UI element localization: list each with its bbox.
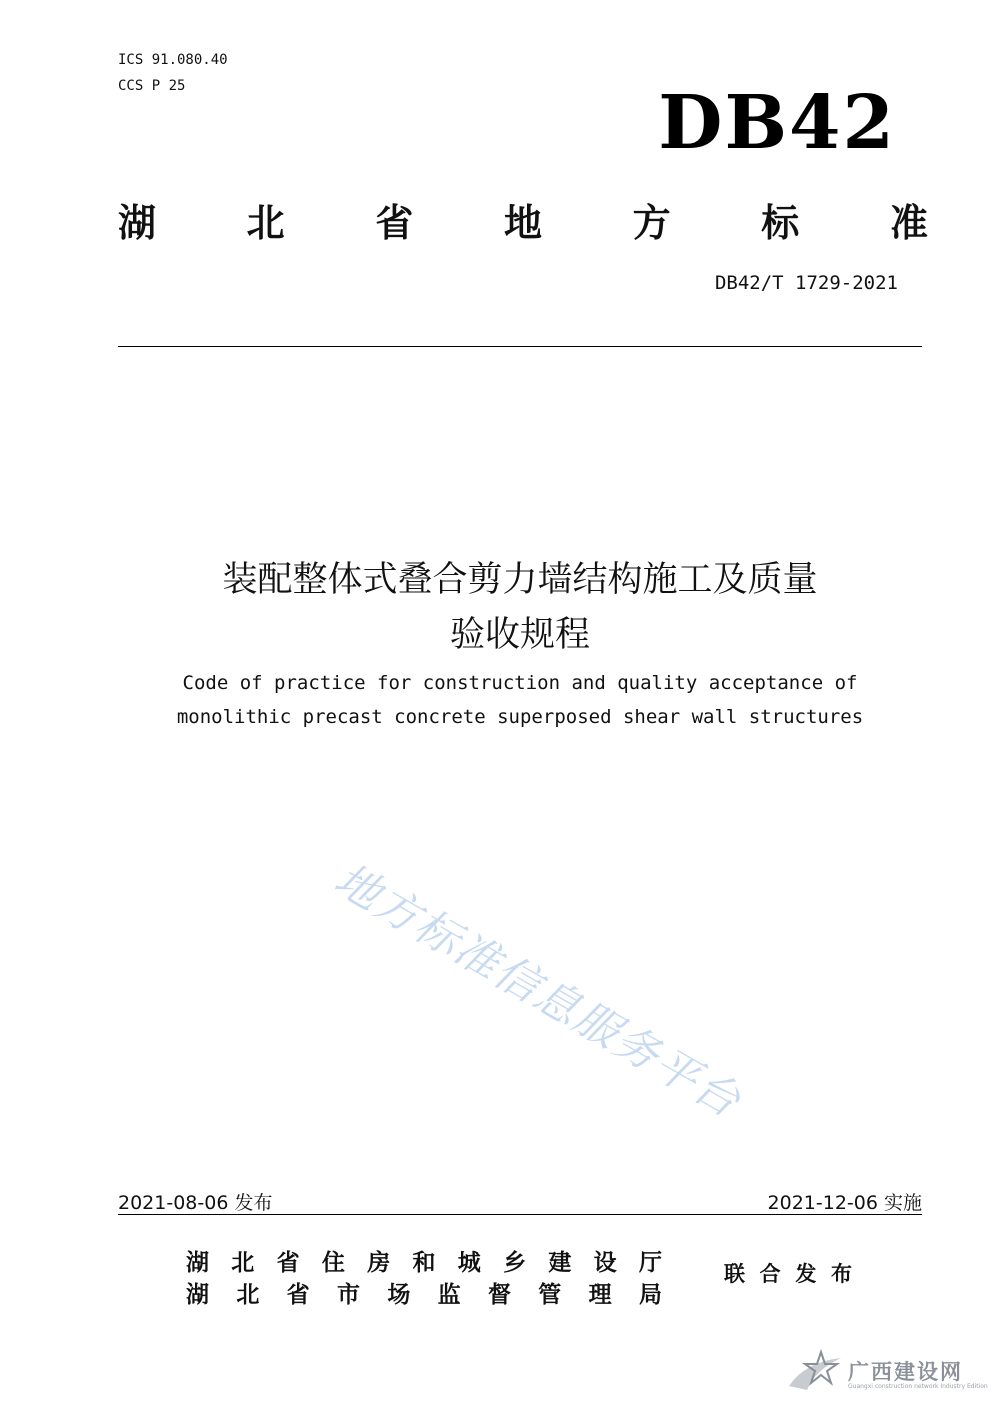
issuer-char: 局	[638, 1282, 662, 1308]
issuer-char: 北	[231, 1250, 255, 1276]
issuer-char: 管	[538, 1282, 562, 1308]
document-number: DB42/T 1729-2021	[714, 272, 898, 294]
joint-char: 发	[795, 1262, 817, 1286]
standard-type-char: 北	[246, 201, 285, 245]
issuer-line-2	[186, 1276, 662, 1309]
issuer-char: 场	[387, 1282, 411, 1308]
footer-divider	[118, 1214, 922, 1215]
issuer-line-1	[186, 1244, 662, 1277]
header-divider	[118, 346, 922, 347]
ics-code: ICS 91.080.40	[118, 52, 228, 68]
standard-type-char: 标	[761, 201, 800, 245]
issuer-char: 和	[412, 1250, 436, 1276]
watermark: 地方标准信息服务平台	[325, 853, 750, 1128]
standard-code: DB42	[658, 80, 896, 166]
title-chinese-line-2: 验收规程	[449, 615, 590, 655]
issuer-char: 住	[321, 1250, 345, 1276]
title-english-line-2: monolithic precast concrete superposed shear wall structures	[176, 706, 864, 728]
standard-type	[118, 192, 928, 247]
issuer-char: 湖	[186, 1282, 209, 1308]
standard-type-char: 方	[632, 201, 671, 245]
ccs-code: CCS P 25	[118, 78, 186, 94]
issuer-char: 建	[548, 1250, 572, 1276]
issuer-char: 监	[437, 1282, 461, 1308]
issuer-char: 房	[367, 1250, 391, 1276]
joint-char: 布	[830, 1262, 852, 1286]
title-english-line-1: Code of practice for construction and quality acceptance of	[182, 672, 858, 694]
issue-date: 2021-08-06 发布	[118, 1192, 273, 1214]
implementation-date: 2021-12-06 实施	[767, 1192, 922, 1214]
standard-type-char: 省	[375, 201, 414, 245]
issuer-char: 北	[236, 1282, 260, 1308]
site-logo-subtitle: Guangxi construction network Industry Edition	[848, 1383, 988, 1390]
issuer-char: 乡	[503, 1250, 527, 1276]
joint-char: 合	[759, 1262, 781, 1286]
standard-type-char: 准	[889, 201, 928, 245]
joint-issue-label	[724, 1258, 852, 1288]
issuer-char: 省	[276, 1250, 300, 1276]
issuer-char: 湖	[186, 1250, 209, 1276]
joint-char: 联	[724, 1262, 745, 1286]
issuer-char: 市	[336, 1282, 360, 1308]
site-logo-name: 广西建设网	[848, 1359, 963, 1384]
standard-type-char: 地	[503, 201, 542, 245]
standard-type-char: 湖	[118, 201, 157, 245]
issuer-char: 设	[593, 1250, 617, 1276]
issuer-char: 厅	[638, 1250, 662, 1276]
issuer-char: 城	[457, 1250, 481, 1276]
issuer-char: 督	[487, 1282, 511, 1308]
issuer-char: 理	[588, 1282, 612, 1308]
title-chinese-line-1: 装配整体式叠合剪力墙结构施工及质量	[222, 560, 818, 600]
issuer-char: 省	[286, 1282, 310, 1308]
